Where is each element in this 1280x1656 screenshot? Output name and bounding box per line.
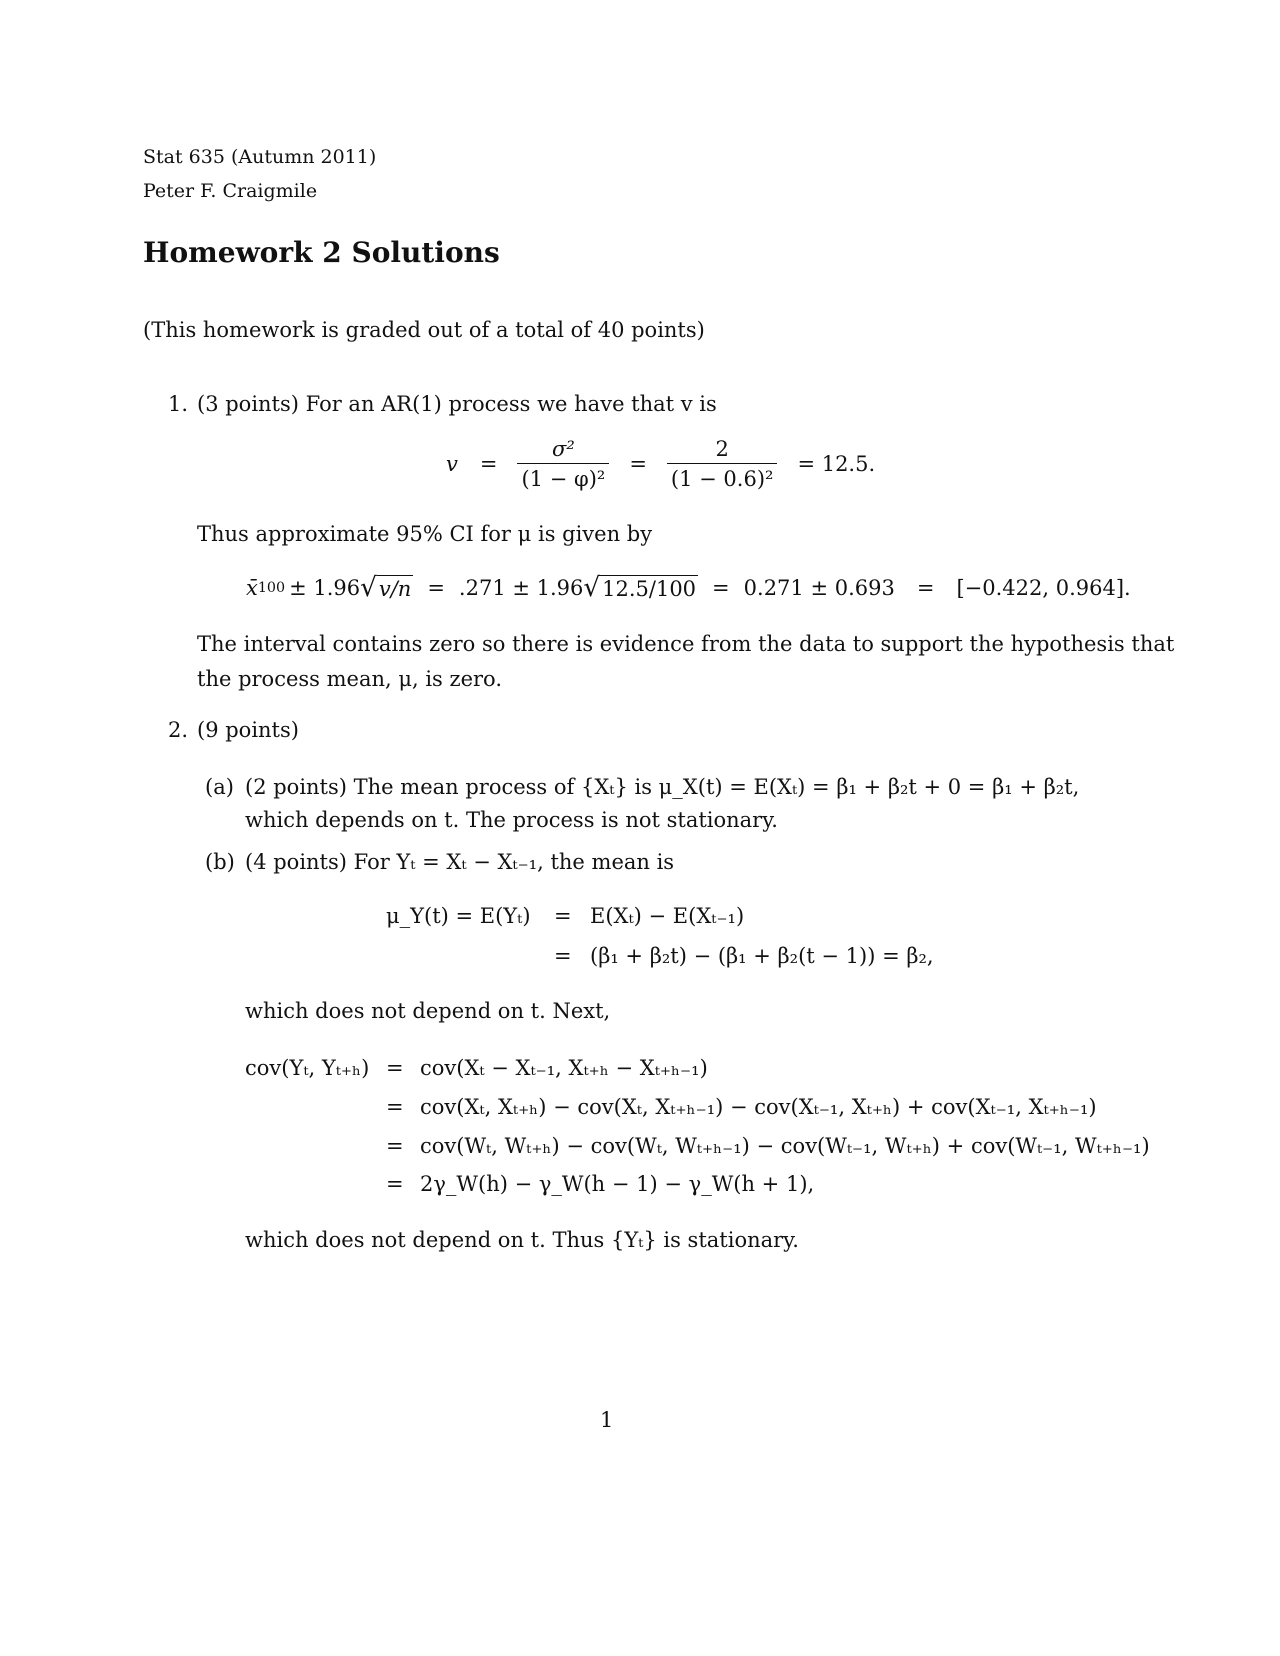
document-title: Homework 2 Solutions [143,236,500,269]
q2a-line2: which depends on t. The process is not stationary. [245,808,778,832]
eq2-eq-c: = [916,576,935,600]
q2b-cov-row-2: cov(Xₜ, Xₜ₊ₕ) − cov(Xₜ, Xₜ₊ₕ₋₁) − cov(Xₜ₋₁, Xₜ₊ₕ) + cov(Xₜ₋₁, Xₜ₊ₕ₋₁) [420,1095,1097,1119]
eq1-frac2-num: 2 [715,437,729,461]
eq1-fraction-1 [517,437,609,491]
eq1-frac1-den: (1 − φ)² [517,463,609,491]
eq2-eq-a: = [427,576,445,600]
eq2-val1: .271 ± 1.96 [458,576,584,600]
q1-conclusion-line1: The interval contains zero so there is evidence from the data to support the hypothesis that [197,632,1175,656]
q2a-line1: (2 points) The mean process of {Xₜ} is μ_X(t) = E(Xₜ) = β₁ + β₂t + 0 = β₁ + β₂t, [245,775,1080,799]
eq1-lhs: v [446,452,458,476]
q1-conclusion-line2: the process mean, μ, is zero. [197,667,502,691]
q2b-cov-eq-4: = [386,1172,404,1196]
eq1-frac2-den: (1 − 0.6)² [667,463,778,491]
course-line: Stat 635 (Autumn 2011) [143,146,377,168]
q2b-after-mean: which does not depend on t. Next, [245,999,611,1023]
q2b-intro: (4 points) For Yₜ = Xₜ − Xₜ₋₁, the mean is [245,850,675,874]
eq1-fraction-2 [667,437,778,491]
eq2-val2: 0.271 ± 0.693 [743,576,895,600]
q2b-conclusion: which does not depend on t. Thus {Yₜ} is stationary. [245,1228,799,1252]
eq1-frac1-num: σ² [552,437,575,461]
q2b-cov-eq-2: = [386,1095,404,1119]
eq2-rad2: 12.5/100 [602,577,697,602]
grading-note: (This homework is graded out of a total of 40 points) [143,318,705,342]
eq2-sqrt-2: √ 12.5/100 [583,572,697,603]
eq2-eq-b: = [712,576,730,600]
q1-equation-ci: x̄ 100 ± 1.96 √ v/n = .271 ± 1.96 √ 12.5/100 = 0.271 ± 0.693 = [−0.422, 0.964]. [246,572,1131,603]
q2-intro: (9 points) [197,718,299,742]
eq1-eqsign: = [479,452,498,476]
q1-number: 1. [168,392,189,416]
q1-intro: (3 points) For an AR(1) process we have that v is [197,392,717,416]
eq2-xbar: x̄ [246,576,258,600]
page-number: 1 [600,1408,614,1432]
eq1-result: = 12.5. [797,452,876,476]
eq2-interval: [−0.422, 0.964]. [956,576,1131,600]
q2b-mean-eq-2: = [554,944,572,968]
q1-ci-intro: Thus approximate 95% CI for μ is given by [197,522,653,546]
q2-number: 2. [168,718,189,742]
q2b-mean-lhs: μ_Y(t) = E(Yₜ) [386,904,531,928]
eq1-eqsign-2: = [629,452,647,476]
eq2-sqrt-1: √ v/n [360,572,412,603]
q2b-mean-row1: E(Xₜ) − E(Xₜ₋₁) [590,904,745,928]
eq2-pm1: ± 1.96 [289,576,361,600]
q2b-cov-row-4: 2γ_W(h) − γ_W(h − 1) − γ_W(h + 1), [420,1172,815,1196]
eq2-rad1: v/n [378,577,412,602]
q2b-cov-row-3: cov(Wₜ, Wₜ₊ₕ) − cov(Wₜ, Wₜ₊ₕ₋₁) − cov(Wₜ₋₁, Wₜ₊ₕ) + cov(Wₜ₋₁, Wₜ₊ₕ₋₁) [420,1134,1150,1158]
author-line: Peter F. Craigmile [143,180,318,202]
q2b-cov-eq-1: = [386,1056,404,1080]
q2b-label: (b) [205,850,235,874]
q2b-cov-lhs: cov(Yₜ, Yₜ₊ₕ) [245,1056,370,1080]
q2b-cov-row-1: cov(Xₜ − Xₜ₋₁, Xₜ₊ₕ − Xₜ₊ₕ₋₁) [420,1056,708,1080]
q2b-mean-eq-1: = [554,904,572,928]
q2a-label: (a) [205,775,234,799]
q2b-cov-eq-3: = [386,1134,404,1158]
q2b-mean-row2: (β₁ + β₂t) − (β₁ + β₂(t − 1)) = β₂, [590,944,934,968]
q1-equation-v [446,432,875,496]
